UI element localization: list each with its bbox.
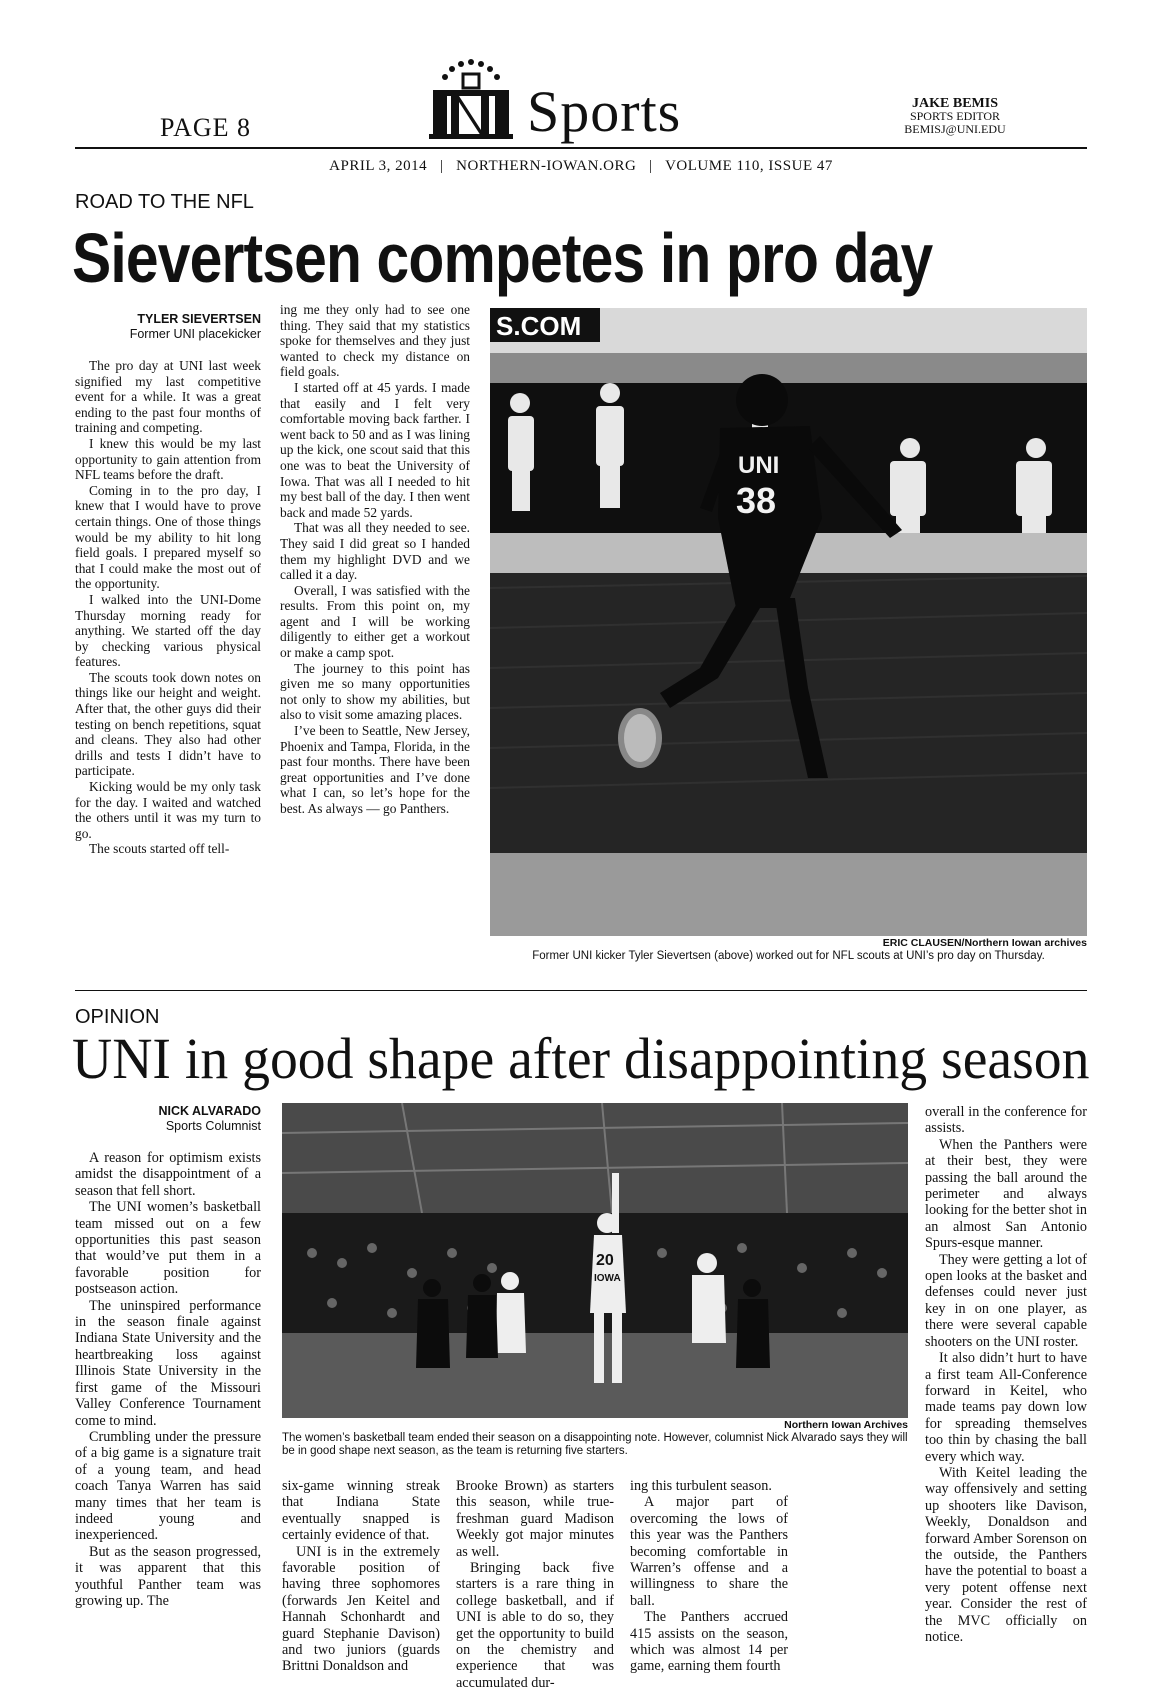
paragraph: A major part of overcoming the lows of this year was the Panthers becoming comfortable in Warren’s offense and a willingness to share the ball. <box>630 1494 788 1609</box>
kicker-photo-illustration <box>490 308 1087 936</box>
basketball-photo-illustration <box>282 1103 908 1418</box>
paragraph: The scouts took down notes on things like our height and weight. After that, the other guys did their testing on bench repetitions, squat and cleans. They also had other drills and tests I didn’t have to participate. <box>75 669 261 779</box>
paragraph: UNI is in the extremely favorable position of having three sophomores (forwards Jen Keitel and Hannah Schonhardt and guard Stephanie Davison) and two juniors (guards Brittni Donaldson and <box>282 1543 440 1675</box>
paragraph: I’ve been to Seattle, New Jersey, Phoenix and Tampa, Florida, in the past four months. There have been great opportunities and I’ve done what I can, so let’s hope for the best. As always — go Panthers. <box>280 723 470 816</box>
paragraph: When the Panthers were at their best, they were passing the ball around the perimeter and always looking for the better shot in an almost San Antonio Spurs-esque manner. <box>925 1136 1087 1252</box>
story2-column-5 <box>925 1104 1087 1645</box>
story2-column-4 <box>630 1478 788 1675</box>
editor-info <box>885 97 1025 136</box>
story2-photo-credit: Northern Iowan Archives <box>784 1419 908 1431</box>
story1-photo-caption: Former UNI kicker Tyler Sievertsen (above) worked out for NFL scouts at UNI’s pro day on Thursday. <box>532 950 1045 962</box>
paragraph: ing this turbulent season. <box>630 1478 772 1494</box>
paragraph: A reason for optimism exists amidst the disappointment of a season that fell short. <box>75 1150 261 1199</box>
story2-photo <box>282 1103 908 1418</box>
paragraph: The UNI women’s basketball team missed out on a few opportunities this past season that would’ve put them in a favorable position for postseason action. <box>75 1199 261 1298</box>
paragraph: The pro day at UNI last week signified my last competitive event for a while. It was a great ending to the past four months of training and competing. <box>75 358 261 436</box>
story1-kicker: ROAD TO THE NFL <box>75 191 254 213</box>
story1-byline <box>75 312 261 342</box>
paragraph: Kicking would be my only task for the day. I waited and watched the others until it was my turn to go. <box>75 779 261 841</box>
story1-photo <box>490 308 1087 936</box>
paragraph: Overall, I was satisfied with the results. From this point on, my agent and I will be working diligently to either get a workout or make a camp spot. <box>280 582 470 661</box>
paragraph: Brooke Brown) as starters this season, while true-freshman guard Madison Weekly got major minutes as well. <box>456 1478 614 1560</box>
jersey-text: IOWA <box>594 1273 621 1284</box>
jersey-text: UNI <box>738 452 780 479</box>
story1-column-2 <box>280 302 470 817</box>
page-number: PAGE 8 <box>160 113 252 142</box>
jersey-number: 20 <box>596 1252 614 1269</box>
story1-author: TYLER SIEVERTSEN <box>137 312 261 326</box>
paragraph: The scouts started off tell- <box>89 841 230 857</box>
paragraph: But as the season progressed, it was apparent that this youthful Panther team was growing up. The <box>75 1543 261 1609</box>
paragraph: The uninspired performance in the season finale against Indiana State University and the heartbreaking loss against Illinois State University in the first game of the Missouri Valley Conference Tournament come to mind. <box>75 1297 261 1429</box>
story1-headline: Sievertsen competes in pro day <box>72 219 933 297</box>
paragraph: They were getting a lot of open looks at the basket and defenses could never just key in on one player, as there were several capable shooters on the UNI roster. <box>925 1251 1087 1350</box>
story2-column-3 <box>456 1478 614 1691</box>
dateline: APRIL 3, 2014 | NORTHERN-IOWAN.ORG | VOLUME 110, ISSUE 47 <box>329 158 833 174</box>
editor-name: JAKE BEMIS <box>912 96 998 111</box>
paragraph: Crumbling under the pressure of a big game is a signature trait of a young team, and head coach Tanya Warren has said many times that her team is indeed young and inexperienced. <box>75 1428 261 1544</box>
story2-byline <box>75 1104 261 1134</box>
story1-author-role: Former UNI placekicker <box>129 327 261 341</box>
paragraph: I knew this would be my last opportunity to gain attention from NFL teams before the draft. <box>75 435 261 483</box>
uni-logo-icon <box>425 52 517 140</box>
story1-column-1 <box>75 358 261 857</box>
paragraph: That was all they needed to see. They said I did great so I handed them my highlight DVD and we called it a day. <box>280 520 470 583</box>
story2-column-2 <box>282 1478 440 1675</box>
jersey-number: 38 <box>736 480 777 521</box>
photo-banner-text: S.COM <box>496 311 582 341</box>
section-divider <box>75 990 1087 991</box>
paragraph: I started off at 45 yards. I made that easily and I felt very comfortable moving back farther. I went back to 50 and as I was lining up the kick, one scout said that this one was to beat the University of Iowa. That was all I needed to hit my best ball of the day. I then went back and made 52 yards. <box>280 379 470 520</box>
paragraph: ing me they only had to see one thing. They said that my statistics spoke for themselves and they just wanted to check my distance on field goals. <box>280 302 470 380</box>
story2-column-1 <box>75 1150 261 1609</box>
header-rule <box>75 147 1087 149</box>
story2-kicker: OPINION <box>75 1006 160 1028</box>
section-title: Sports <box>527 79 682 144</box>
editor-email: BEMISJ@UNI.EDU <box>904 122 1006 136</box>
paragraph: six-game winning streak that Indiana State eventually snapped is certainly evidence of that. <box>282 1478 440 1544</box>
paragraph: With Keitel leading the way offensively and setting up shooters like Davison, Weekly, Donaldson and forward Amber Sorenson on the outside, the Panthers have the potential to boast a very potent offense next year. Consider the rest of the MVC officially on notice. <box>925 1464 1087 1645</box>
story2-author: NICK ALVARADO <box>158 1104 261 1118</box>
paragraph: overall in the conference for assists. <box>925 1104 1087 1137</box>
paragraph: I walked into the UNI-Dome Thursday morning ready for anything. We started off the day by checking various physical features. <box>75 591 261 670</box>
paragraph: The journey to this point has given me so many opportunities not only to show my abilities, but also to visit some amazing places. <box>280 660 470 723</box>
story1-photo-credit: ERIC CLAUSEN/Northern Iowan archives <box>882 937 1087 949</box>
paragraph: It also didn’t hurt to have a first team All-Conference forward in Keitel, who made teams pay down low for spreading themselves too thin by chasing the ball every which way. <box>925 1350 1087 1465</box>
paragraph: Coming in to the pro day, I knew that I would have to prove certain things. One of those things would be my ability to hit long field goals. I prepared myself so that I could make the most out of the opportunity. <box>75 482 261 592</box>
editor-title: SPORTS EDITOR <box>909 109 1001 123</box>
story2-headline: UNI in good shape after disappointing season <box>72 1026 1090 1091</box>
paragraph: The Panthers accrued 415 assists on the season, which was almost 14 per game, earning them fourth <box>630 1609 788 1675</box>
paragraph: Bringing back five starters is a rare thing in college basketball, and if UNI is able to do so, they get the opportunity to build on the chemistry and experience that was accumulated dur- <box>456 1560 614 1691</box>
story2-author-role: Sports Columnist <box>165 1119 261 1133</box>
story2-photo-caption: The women’s basketball team ended their season on a disappointing note. However, columnist Nick Alvarado says they will be in good shape next season, as the team is returning five starters. <box>282 1432 908 1457</box>
